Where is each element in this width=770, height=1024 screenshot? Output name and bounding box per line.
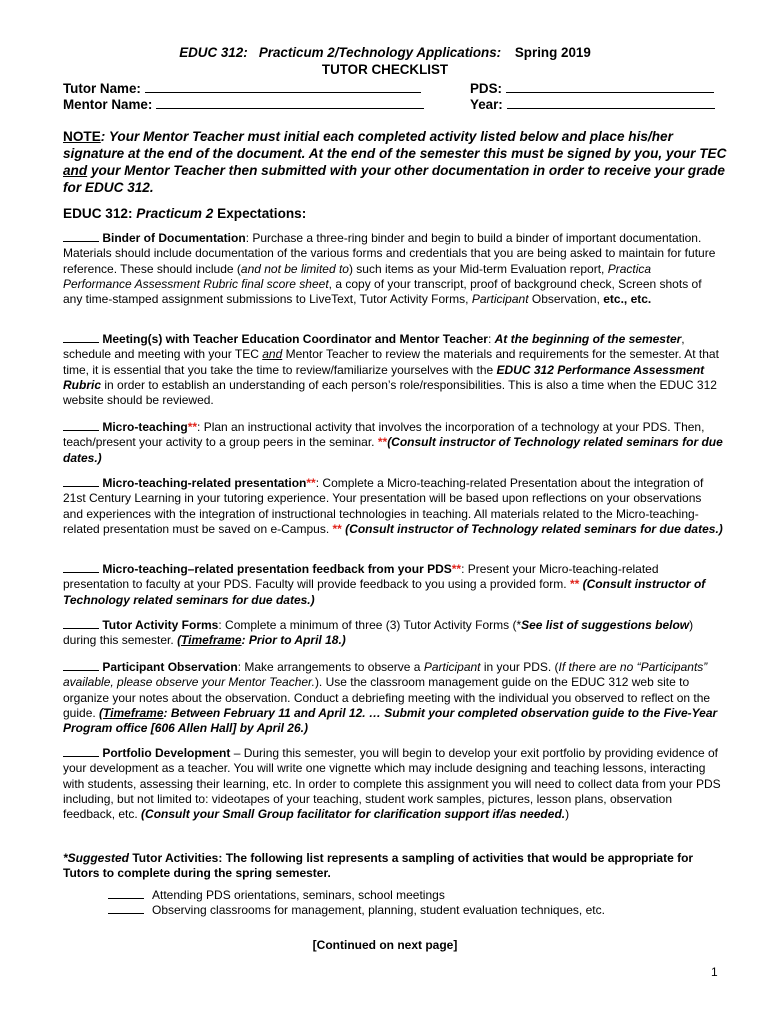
- document-title: [0, 45, 770, 61]
- item-text: (Consult instructor of Technology related seminars for due dates.): [63, 435, 723, 465]
- expectations-italic: Practicum 2: [136, 206, 214, 221]
- item-text: ) during this semester.: [63, 618, 694, 648]
- continued-note: [Continued on next page]: [312, 938, 458, 952]
- item-text: (Timeframe: [177, 633, 242, 648]
- item-text: (Consult instructor of Technology related seminars for due dates.): [341, 521, 723, 536]
- checklist-item-feedback: [63, 562, 723, 608]
- item-text: Participant: [423, 660, 481, 674]
- expectations-heading: [63, 206, 306, 221]
- initial-blank[interactable]: [63, 562, 99, 573]
- item-text: See list of suggestions below: [521, 618, 690, 632]
- item-text: (Consult your Small Group facilitator for clarification support if/as needed.: [141, 807, 566, 822]
- item-text: Mentor Teacher to review the materials and requirements for the semester. At that time, it is essential that you take the time to review/familiarize yourselves with the: [63, 347, 719, 377]
- item-title: Micro-teaching: [102, 420, 188, 434]
- title-main: Practicum 2/Technology Applications:: [258, 45, 502, 60]
- item-text: : Between February 11 and April 12. … Submit your completed observation guide to the Five-Year Program office [606 Allen Hall] by April 26.): [63, 705, 718, 736]
- item-stars: **: [569, 577, 580, 592]
- checklist-item-activity-forms: [63, 618, 723, 649]
- item-stars: **: [332, 521, 342, 536]
- mentor-name-line[interactable]: [156, 96, 424, 109]
- item-title: Binder of Documentation: [102, 231, 246, 245]
- suggested-activities-intro: [63, 851, 703, 882]
- title-course: EDUC 312:: [179, 45, 248, 60]
- title-term: Spring 2019: [514, 45, 591, 60]
- item-text: : Complete a minimum of three (3) Tutor Activity Forms (*: [218, 618, 522, 632]
- item-text: :: [487, 332, 495, 346]
- item-text: If there are no “Participants” available, please observe your Mentor Teacher.: [63, 660, 708, 690]
- note-text-a: : Your Mentor Teacher must initial each completed activity listed below and place his/her signature at the end of the document. At the end of the semester this must be signed by you, your TEC: [63, 129, 727, 161]
- item-text: : Complete a Micro-teaching-related Presentation about the integration of 21st Century Learning in your tutoring experience. Your presentation will be based upon reflections on your observations and experiences with the integration of instructional technologies in teaching. All materials related to the Micro-teaching-related presentation must be saved on e-Campus.: [63, 476, 704, 536]
- item-title: Portfolio Development: [102, 746, 231, 760]
- initial-blank[interactable]: [108, 888, 144, 899]
- initial-blank[interactable]: [108, 903, 144, 914]
- item-text: ): [565, 807, 570, 822]
- note-and: and: [63, 163, 88, 178]
- year-line[interactable]: [507, 96, 715, 109]
- item-title: Tutor Activity Forms: [102, 618, 219, 632]
- suggested-item: [108, 903, 605, 917]
- item-text: : Make arrangements to observe a: [237, 660, 424, 674]
- item-title: Micro-teaching-related presentation: [102, 476, 307, 490]
- item-text: Observation,: [528, 292, 604, 307]
- checklist-item-micro-teaching: [63, 420, 723, 466]
- document-subtitle: TUTOR CHECKLIST: [321, 62, 449, 77]
- item-text: At the beginning of the semester: [494, 332, 682, 346]
- page-number: 1: [711, 965, 718, 979]
- item-text: etc., etc.: [603, 292, 652, 307]
- item-text: and: [262, 347, 283, 362]
- item-title: Meeting(s) with Teacher Education Coordinator and Mentor Teacher: [102, 332, 488, 346]
- item-text: Practica Performance Assessment Rubric final score sheet: [63, 261, 652, 291]
- note-label: NOTE: [63, 129, 101, 144]
- suggested-text: Tutor Activities: The following list represents a sampling of activities that would be appropriate for Tutors to complete during the spring semester.: [63, 851, 694, 881]
- initial-blank[interactable]: [63, 231, 99, 242]
- item-text: (Timeframe: [99, 705, 164, 720]
- tutor-name-label: Tutor Name:: [63, 81, 141, 96]
- item-stars: **: [377, 435, 388, 450]
- checklist-item-observation: [63, 660, 723, 736]
- initial-blank[interactable]: [63, 476, 99, 487]
- initial-blank[interactable]: [63, 618, 99, 629]
- item-text: : Plan an instructional activity that involves the incorporation of a technology at your PDS. Then, teach/present your activity to a group peers in the seminar.: [63, 420, 705, 450]
- item-text: EDUC 312 Performance Assessment Rubric: [63, 362, 705, 392]
- suggested-item-text: Attending PDS orientations, seminars, school meetings: [152, 888, 445, 902]
- item-text: (Consult instructor of Technology related seminars for due dates.): [63, 577, 706, 607]
- initial-blank[interactable]: [63, 660, 99, 671]
- item-text: , schedule and meeting with your TEC: [63, 332, 685, 362]
- item-title: Participant Observation: [102, 660, 238, 674]
- initial-blank[interactable]: [63, 420, 99, 431]
- checklist-item-binder: [63, 231, 723, 307]
- tutor-name-line[interactable]: [145, 80, 421, 93]
- initial-blank[interactable]: [63, 332, 99, 343]
- suggested-item: [108, 888, 445, 902]
- year-label: Year:: [470, 97, 503, 112]
- suggested-item-text: Observing classrooms for management, planning, student evaluation techniques, etc.: [152, 903, 605, 917]
- tutor-name-field[interactable]: [63, 80, 421, 96]
- mentor-name-field[interactable]: [63, 96, 424, 112]
- item-text: Participant: [471, 292, 529, 307]
- suggested-lead: *Suggested: [63, 851, 130, 865]
- item-stars: **: [306, 476, 316, 490]
- item-text: , a copy of your transcript, proof of background check, Screen shots of any time-stamped assignment submissions to LiveText, Tutor Activity Forms,: [63, 276, 702, 307]
- mentor-name-label: Mentor Name:: [63, 97, 153, 112]
- item-stars: **: [187, 420, 198, 434]
- checklist-item-presentation: [63, 476, 723, 537]
- year-field[interactable]: [470, 96, 715, 112]
- initial-blank[interactable]: [63, 746, 99, 757]
- note-paragraph: [63, 128, 728, 196]
- item-stars: **: [451, 562, 462, 576]
- pds-label: PDS:: [470, 81, 502, 96]
- pds-field[interactable]: [470, 80, 714, 96]
- expectations-prefix: EDUC 312:: [63, 206, 137, 221]
- item-text: and not be limited to: [240, 261, 349, 276]
- note-text-b: your Mentor Teacher then submitted with your other documentation in order to receive your grade for EDUC 312.: [63, 163, 725, 195]
- item-text: : Present your Micro-teaching-related presentation to faculty at your PDS. Faculty will provide feedback to you using a provided form.: [63, 562, 659, 592]
- item-text: ). Use the classroom management guide on the EDUC 312 web site to organize your notes about the observation. Conduct a debriefing meeting with the individual you observed to reflect on the guide.: [63, 675, 711, 720]
- item-title: Micro-teaching–related presentation feedback from your PDS: [102, 562, 452, 576]
- item-text: – During this semester, you will begin to develop your exit portfolio by providing evidence of your development as a teacher. You will write one vignette which may include designing and teaching lessons, interacting with students, assessing their learning, etc. In order to complete this assignment you will need to collect data from your PDS including, but not limited to: videotapes of your teaching, student work samples, pictures, lesson plans, observation feedback, etc.: [63, 746, 721, 822]
- item-text: : Purchase a three-ring binder and begin to build a binder of important documentation. Materials should include documentation of the various forms and credentials that you are being asked to maintain for future reference. These should include (: [63, 231, 716, 276]
- item-text: : Prior to April 18.): [241, 633, 346, 648]
- item-text: ) such items as your Mid-term Evaluation report,: [348, 261, 608, 276]
- item-text: in your PDS. (: [480, 660, 559, 674]
- checklist-item-portfolio: [63, 746, 723, 822]
- checklist-item-meeting: [63, 332, 723, 408]
- item-text: in order to establish an understanding of each person’s role/responsibilities. This is also a time when the EDUC 312 website should be reviewed.: [63, 377, 717, 408]
- expectations-suffix: Expectations:: [213, 206, 307, 221]
- pds-line[interactable]: [506, 80, 714, 93]
